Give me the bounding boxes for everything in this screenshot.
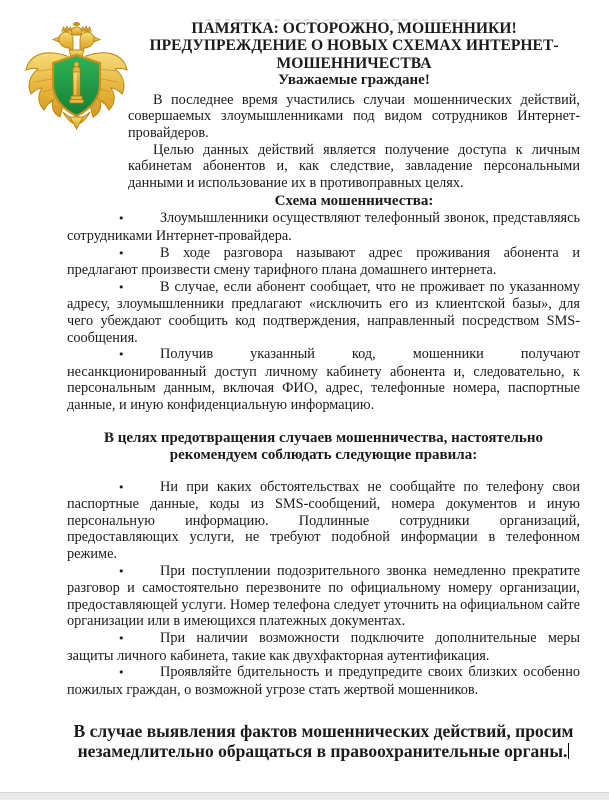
document-title-line-1: ПАМЯТКА: ОСТОРОЖНО, МОШЕННИКИ! — [191, 20, 517, 37]
bullet-marker-icon: • — [118, 480, 125, 494]
intro-paragraph: Целью данных действий является получение доступа к личным кабинетам абонентов и, как следствие, завладение персональными данными и использование их в противоправных целях. — [128, 141, 580, 191]
rule-bullet-item — [67, 664, 580, 698]
scheme-bullet-item — [67, 279, 580, 346]
closing-text: В случае выявления фактов мошеннических действий, просим незамедлительно обращаться в правоохранительные органы. — [73, 721, 574, 761]
bullet-marker-icon: • — [118, 280, 125, 294]
bullet-marker-icon: • — [118, 631, 125, 645]
bullet-marker-icon: • — [118, 564, 125, 578]
bullet-marker-icon: • — [118, 212, 125, 226]
scheme-bullet-text: Злоумышленники осуществляют телефонный звонок, представляясь сотрудниками Интернет-провайдера. — [67, 210, 580, 245]
rule-bullet-text: При поступлении подозрительного звонка немедленно прекратите разговор и самостоятельно перезвоните по официальному номеру организации, предоставляющей услуги. Номер телефона следует уточнить на официальном сайте организации или в имеющихся платежных документах. — [67, 562, 580, 630]
scheme-bullet-text: В ходе разговора называют адрес проживания абонента и предлагают произвести смену тарифного плана домашнего интернета. — [67, 244, 580, 279]
scheme-bullet-item — [67, 346, 580, 413]
bullet-marker-icon: • — [118, 348, 125, 362]
render-artifact-line — [205, 19, 467, 21]
rule-bullet-item — [67, 630, 580, 664]
text-cursor[interactable] — [568, 743, 569, 759]
scheme-heading: Схема мошенничества: — [274, 193, 434, 210]
bullet-marker-icon: • — [118, 246, 125, 260]
document-title-line-2: ПРЕДУПРЕЖДЕНИЕ О НОВЫХ СХЕМАХ ИНТЕРНЕТ- — [149, 37, 559, 55]
rule-bullet-item — [67, 479, 580, 563]
scheme-bullet-text: В случае, если абонент сообщает, что не проживает по указанному адресу, злоумышленники предлагают «исключить его из клиентской базы», для чего убеждают сообщить код подтверждения, направленный посредством SMS-сообщения. — [67, 278, 580, 346]
rule-bullet-item — [67, 563, 580, 630]
document-title-line-3: МОШЕННИЧЕСТВА — [276, 54, 432, 72]
closing-statement — [73, 722, 574, 761]
scheme-bullet-text: Получив указанный код, мошенники получают несанкционированный доступ личному кабинету абонента и, следовательно, к персональным данным, включая ФИО, адрес, телефонные номера, паспортные данные, и иную конфиденциальную информацию. — [67, 346, 580, 413]
bullet-marker-icon: • — [118, 666, 125, 680]
scheme-bullet-item — [67, 245, 580, 279]
rules-heading: В целях предотвращения случаев мошенничества, настоятельно рекомендуем соблюдать следующие правила: — [103, 429, 543, 463]
rule-bullet-text: Ни при каких обстоятельствах не сообщайте по телефону свои паспортные данные, коды из SMS-сообщений, номера документов и иную персональную информацию. Подлинные сотрудники организаций, предоставляющих услуги, не требуют подобной информации в телефонном режиме. — [67, 478, 580, 562]
intro-paragraph: В последнее время участились случаи мошеннических действий, совершаемых злоумышленниками под видом сотрудников Интернет-провайдеров. — [128, 91, 580, 142]
scheme-bullet-item — [67, 210, 580, 244]
rule-bullet-text: При наличии возможности подключите дополнительные меры защиты личного кабинета, такие как двухфакторная аутентификация. — [67, 629, 580, 664]
rule-bullet-text: Проявляйте бдительность и предупредите своих близких особенно пожилых граждан, о возможной угрозе стать жертвой мошенников. — [67, 664, 580, 698]
salutation: Уважаемые граждане! — [278, 71, 430, 88]
prosecutor-emblem-icon — [23, 22, 130, 134]
page-bottom-edge — [0, 792, 609, 800]
